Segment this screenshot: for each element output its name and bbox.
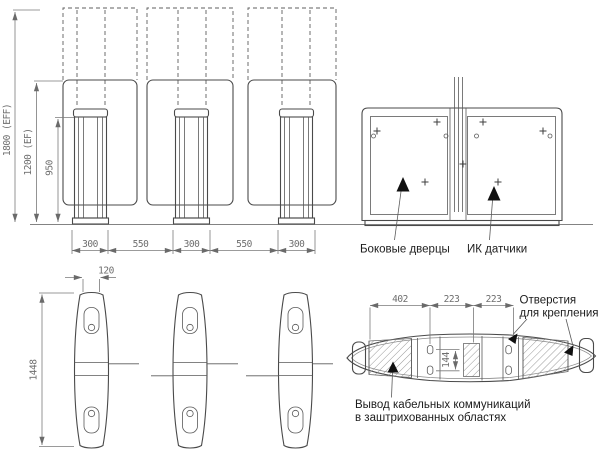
- front-view-pedestal-3: [279, 109, 315, 224]
- dim-width-300a: 300: [82, 239, 98, 250]
- label-cable-line2: в заштрихованных областях: [355, 412, 507, 424]
- dim-width-300c: 300: [288, 239, 305, 250]
- dim-1200-ef: 1200 (EF): [23, 128, 34, 176]
- sensor-rods: [455, 77, 463, 212]
- callout-arrow-ir-sensors: [488, 186, 501, 201]
- front-view-glass-panels: [63, 80, 336, 205]
- cable-area-right: [523, 338, 568, 379]
- dim-120: 120: [98, 265, 114, 277]
- dim-width-300b: 300: [183, 239, 200, 250]
- top-view-pedestal-2: [151, 293, 238, 449]
- footprint-view: [347, 294, 599, 424]
- dim-1448: 1448: [28, 359, 40, 381]
- footprint-slot-dimension: [436, 350, 460, 371]
- front-view-pedestal-2: [174, 109, 210, 224]
- cable-area-center: [464, 344, 480, 377]
- sensor-cross-marks: [374, 119, 547, 186]
- dim-width-550a: 550: [132, 239, 149, 250]
- label-side-doors: Боковые дверцы: [360, 243, 450, 256]
- dim-950: 950: [44, 160, 56, 176]
- dim-402: 402: [392, 294, 408, 305]
- front-view-pedestal-1: [73, 109, 109, 224]
- label-ir-sensors: ИК датчики: [467, 243, 528, 256]
- dim-223a: 223: [443, 294, 460, 305]
- label-mounting-holes-line2: для крепления: [519, 307, 599, 320]
- label-mounting-holes-line1: Отверстия: [519, 294, 577, 307]
- top-view-pedestal-3: [246, 293, 333, 449]
- label-cable-line1: Вывод кабельных коммуникаций: [355, 399, 531, 411]
- front-view-glass-dashed-outline: [63, 8, 336, 108]
- top-view-pedestal-1: [75, 293, 140, 449]
- dim-144: 144: [441, 352, 452, 368]
- footprint-dimensions: [370, 294, 514, 344]
- side-view: [360, 77, 562, 256]
- dim-223b: 223: [485, 294, 502, 305]
- sensor-hole-marks: [372, 134, 553, 138]
- side-view-callouts: [360, 177, 527, 256]
- front-view: [2, 8, 593, 254]
- dim-1800-eff: 1800 (EFF): [2, 103, 13, 157]
- side-door-left: [371, 117, 448, 215]
- top-view: [29, 266, 334, 449]
- top-view-dimensions: [29, 266, 117, 447]
- dim-width-550b: 550: [236, 239, 252, 250]
- callout-arrow-side-doors: [397, 177, 410, 192]
- front-view-dimensions: [2, 10, 315, 254]
